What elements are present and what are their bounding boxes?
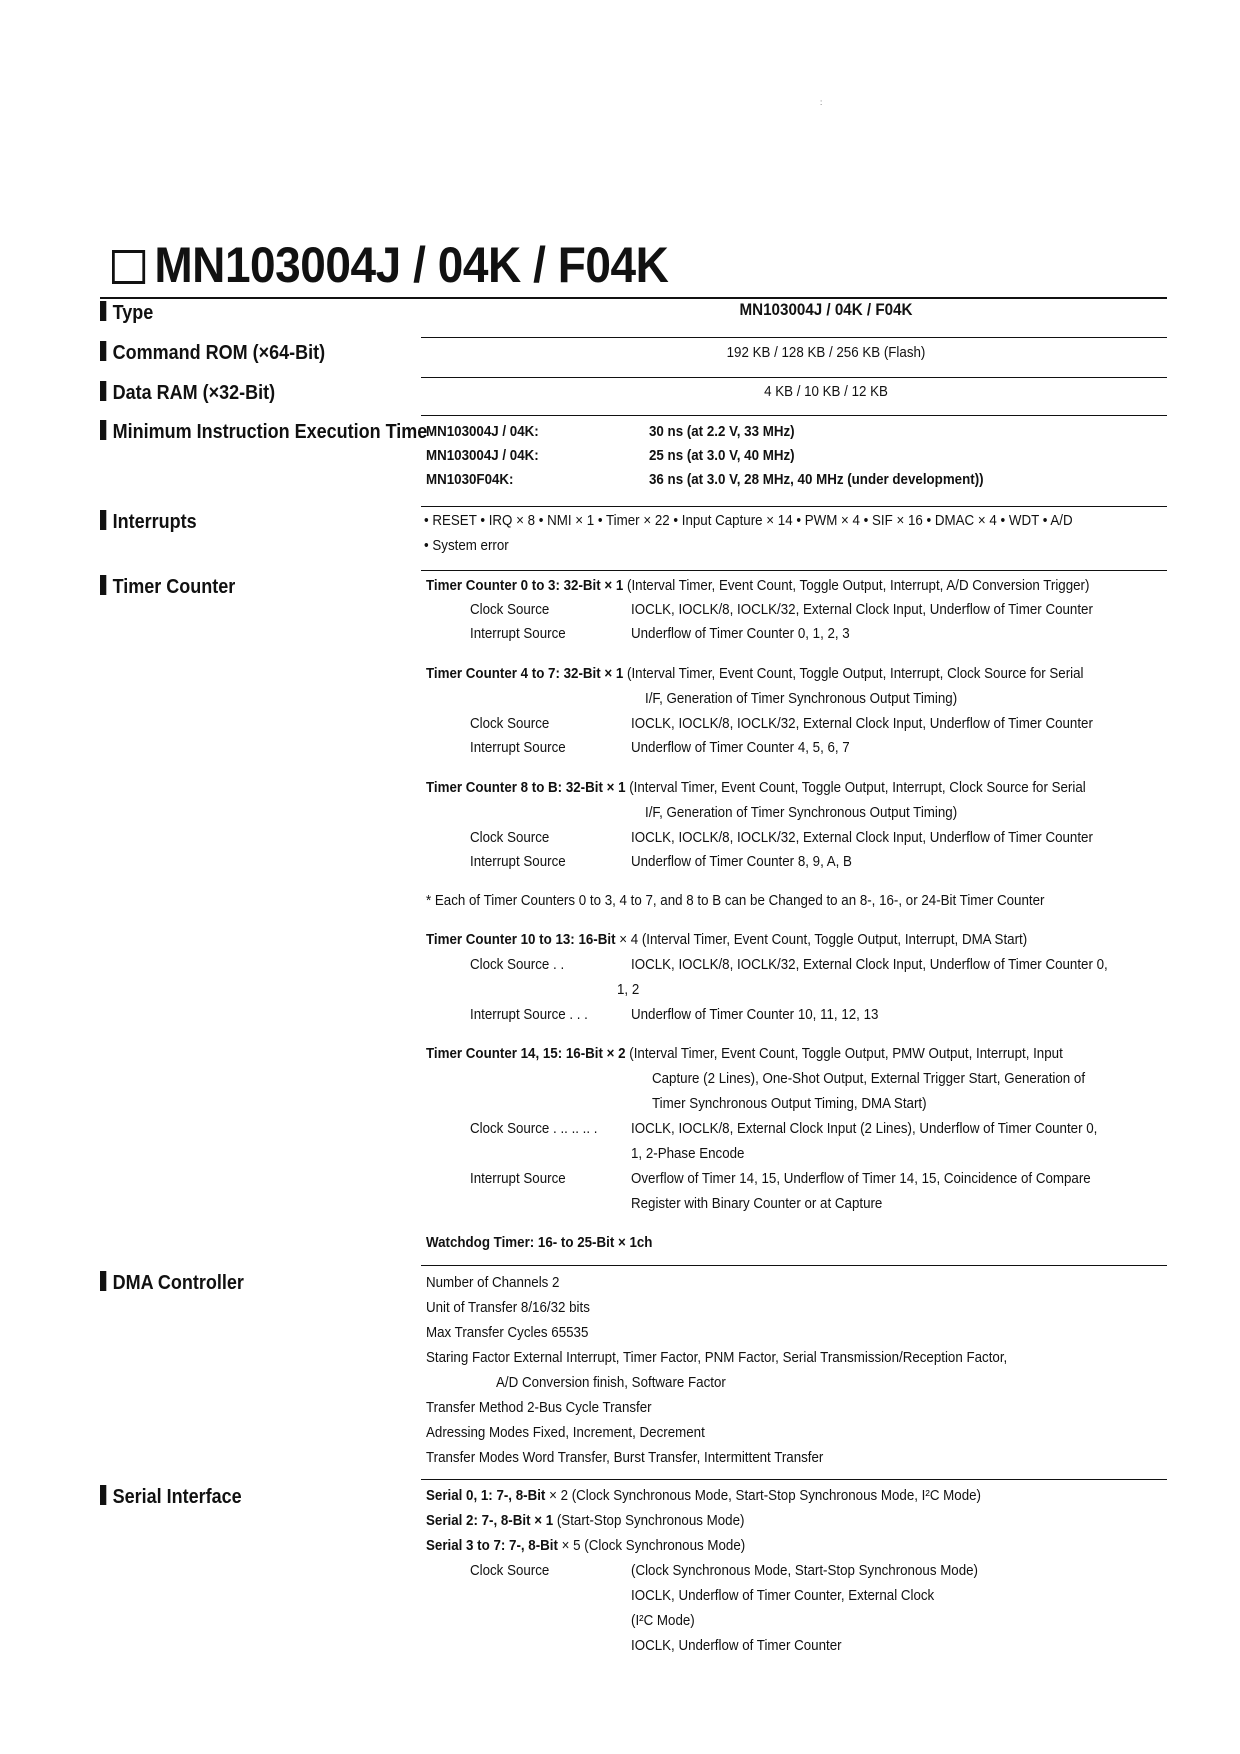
exec-value-3: 36 ns (at 3.0 V, 28 MHz, 40 MHz (under development)): [649, 472, 984, 488]
exec-value-1: 30 ns (at 2.2 V, 33 MHz): [649, 424, 795, 440]
timer-watchdog: Watchdog Timer: 16- to 25-Bit × 1ch: [426, 1235, 653, 1251]
label-dma: DMA Controller: [100, 1271, 244, 1295]
interrupts-line-1: • RESET • IRQ × 8 • NMI × 1 • Timer × 22 • Input Capture × 14 • PWM × 4 • SIF × 16 • DMAC × 4 • WDT • A/D: [424, 513, 1073, 529]
dma-line-5: A/D Conversion finish, Software Factor: [496, 1375, 726, 1391]
dma-line-1: Number of Channels 2: [426, 1275, 560, 1291]
serial-1: Serial 0, 1: 7-, 8-Bit × 2 (Clock Synchronous Mode, Start-Stop Synchronous Mode, I²C Mode): [426, 1488, 981, 1504]
timer-g5-cs-label: Clock Source . .. .. .. .: [470, 1121, 598, 1137]
exec-value-2: 25 ns (at 3.0 V, 40 MHz): [649, 448, 795, 464]
timer-g5-is: Overflow of Timer 14, 15, Underflow of Timer 14, 15, Coincidence of Compare: [631, 1171, 1091, 1187]
serial-cs-label: Clock Source: [470, 1563, 550, 1579]
timer-g4-is-label: Interrupt Source . . .: [470, 1007, 588, 1023]
dma-line-7: Adressing Modes Fixed, Increment, Decrement: [426, 1425, 705, 1441]
timer-g3-cs-label: Clock Source: [470, 830, 550, 846]
dma-line-6: Transfer Method 2-Bus Cycle Transfer: [426, 1400, 652, 1416]
timer-g1-is: Underflow of Timer Counter 0, 1, 2, 3: [631, 626, 850, 642]
rule-serial: [421, 1479, 1167, 1480]
timer-g5-desc2: Capture (2 Lines), One-Shot Output, External Trigger Start, Generation of: [652, 1071, 1086, 1087]
label-bar-icon: [100, 510, 106, 530]
label-bar-icon: [100, 1485, 106, 1505]
rule-type: [100, 297, 1167, 299]
label-bar-icon: [100, 420, 106, 440]
label-bar-icon: [100, 301, 106, 321]
timer-g1-cs-label: Clock Source: [470, 602, 550, 618]
label-serial: Serial Interface: [100, 1485, 242, 1509]
exec-name-3: MN1030F04K:: [426, 472, 514, 488]
checkbox-square-icon: [112, 250, 145, 284]
timer-g1-cs: IOCLK, IOCLK/8, IOCLK/32, External Clock Input, Underflow of Timer Counter: [631, 602, 1093, 618]
timer-g5-head: Timer Counter 14, 15: 16-Bit × 2 (Interval Timer, Event Count, Toggle Output, PMW Output, Interrupt, Input: [426, 1046, 1063, 1062]
timer-g2-is: Underflow of Timer Counter 4, 5, 6, 7: [631, 740, 850, 756]
timer-g4-is: Underflow of Timer Counter 10, 11, 12, 13: [631, 1007, 879, 1023]
label-bar-icon: [100, 575, 106, 595]
timer-g3-head: Timer Counter 8 to B: 32-Bit × 1 (Interval Timer, Event Count, Toggle Output, Interrupt, Clock Source for Serial: [426, 780, 1086, 796]
dma-line-2: Unit of Transfer 8/16/32 bits: [426, 1300, 590, 1316]
dma-line-8: Transfer Modes Word Transfer, Burst Transfer, Intermittent Transfer: [426, 1450, 824, 1466]
rule-interrupts: [421, 506, 1167, 507]
label-bar-icon: [100, 381, 106, 401]
scan-speck: :: [820, 98, 823, 107]
timer-g5-cs: IOCLK, IOCLK/8, External Clock Input (2 Lines), Underflow of Timer Counter 0,: [631, 1121, 1098, 1137]
timer-g1-is-label: Interrupt Source: [470, 626, 566, 642]
timer-g5-cs2: 1, 2-Phase Encode: [631, 1146, 745, 1162]
timer-g2-is-label: Interrupt Source: [470, 740, 566, 756]
timer-g4-head: Timer Counter 10 to 13: 16-Bit × 4 (Interval Timer, Event Count, Toggle Output, Interrupt, DMA Start): [426, 932, 1028, 948]
serial-cs-3: (I²C Mode): [631, 1613, 695, 1629]
rule-timer: [421, 570, 1167, 571]
timer-g3-desc2: I/F, Generation of Timer Synchronous Output Timing): [645, 805, 958, 821]
timer-g2-cs: IOCLK, IOCLK/8, IOCLK/32, External Clock Input, Underflow of Timer Counter: [631, 716, 1093, 732]
timer-g3-cs: IOCLK, IOCLK/8, IOCLK/32, External Clock Input, Underflow of Timer Counter: [631, 830, 1093, 846]
timer-g2-desc2: I/F, Generation of Timer Synchronous Output Timing): [645, 691, 958, 707]
page-title: [112, 236, 668, 294]
label-exec: Minimum Instruction Execution Time: [100, 420, 427, 444]
timer-g4-cs: IOCLK, IOCLK/8, IOCLK/32, External Clock Input, Underflow of Timer Counter 0,: [631, 957, 1108, 973]
rule-ram: [421, 377, 1167, 378]
timer-g1-head: Timer Counter 0 to 3: 32-Bit × 1 (Interval Timer, Event Count, Toggle Output, Interrupt, A/D Conversion Trigger): [426, 578, 1090, 594]
label-timer: Timer Counter: [100, 575, 235, 599]
page-title-text: MN103004J / 04K / F04K: [154, 237, 669, 293]
timer-g3-is: Underflow of Timer Counter 8, 9, A, B: [631, 854, 852, 870]
timer-g2-cs-label: Clock Source: [470, 716, 550, 732]
rule-dma: [421, 1265, 1167, 1266]
timer-g3-is-label: Interrupt Source: [470, 854, 566, 870]
exec-name-2: MN103004J / 04K:: [426, 448, 539, 464]
timer-g5-is-label: Interrupt Source: [470, 1171, 566, 1187]
exec-name-1: MN103004J / 04K:: [426, 424, 539, 440]
dma-line-4: Staring Factor External Interrupt, Timer Factor, PNM Factor, Serial Transmission/Reception Factor,: [426, 1350, 1008, 1366]
serial-cs-2: IOCLK, Underflow of Timer Counter, External Clock: [631, 1588, 935, 1604]
serial-3: Serial 3 to 7: 7-, 8-Bit × 5 (Clock Synchronous Mode): [426, 1538, 746, 1554]
dma-line-3: Max Transfer Cycles 65535: [426, 1325, 589, 1341]
rom-value: 192 KB / 128 KB / 256 KB (Flash): [726, 345, 926, 361]
label-type: Type: [100, 301, 153, 325]
timer-g4-cs2: 1, 2: [617, 982, 640, 998]
timer-note: * Each of Timer Counters 0 to 3, 4 to 7, and 8 to B can be Changed to an 8-, 16-, or 24-Bit Timer Counter: [426, 893, 1045, 909]
label-rom: Command ROM (×64-Bit): [100, 341, 325, 365]
timer-g2-head: Timer Counter 4 to 7: 32-Bit × 1 (Interval Timer, Event Count, Toggle Output, Interrupt, Clock Source for Serial: [426, 666, 1084, 682]
label-ram: Data RAM (×32-Bit): [100, 381, 275, 405]
timer-g4-cs-label: Clock Source . .: [470, 957, 565, 973]
rule-exec: [421, 415, 1167, 416]
timer-g5-is2: Register with Binary Counter or at Capture: [631, 1196, 883, 1212]
interrupts-line-2: • System error: [424, 538, 509, 554]
ram-value: 4 KB / 10 KB / 12 KB: [764, 384, 888, 400]
serial-2: Serial 2: 7-, 8-Bit × 1 (Start-Stop Synchronous Mode): [426, 1513, 745, 1529]
type-value: MN103004J / 04K / F04K: [739, 301, 913, 319]
label-interrupts: Interrupts: [100, 510, 197, 534]
serial-cs-4: IOCLK, Underflow of Timer Counter: [631, 1638, 842, 1654]
timer-g5-desc3: Timer Synchronous Output Timing, DMA Start): [652, 1096, 927, 1112]
serial-cs-1: (Clock Synchronous Mode, Start-Stop Synchronous Mode): [631, 1563, 979, 1579]
rule-rom: [421, 337, 1167, 338]
label-bar-icon: [100, 341, 106, 361]
label-bar-icon: [100, 1271, 106, 1291]
